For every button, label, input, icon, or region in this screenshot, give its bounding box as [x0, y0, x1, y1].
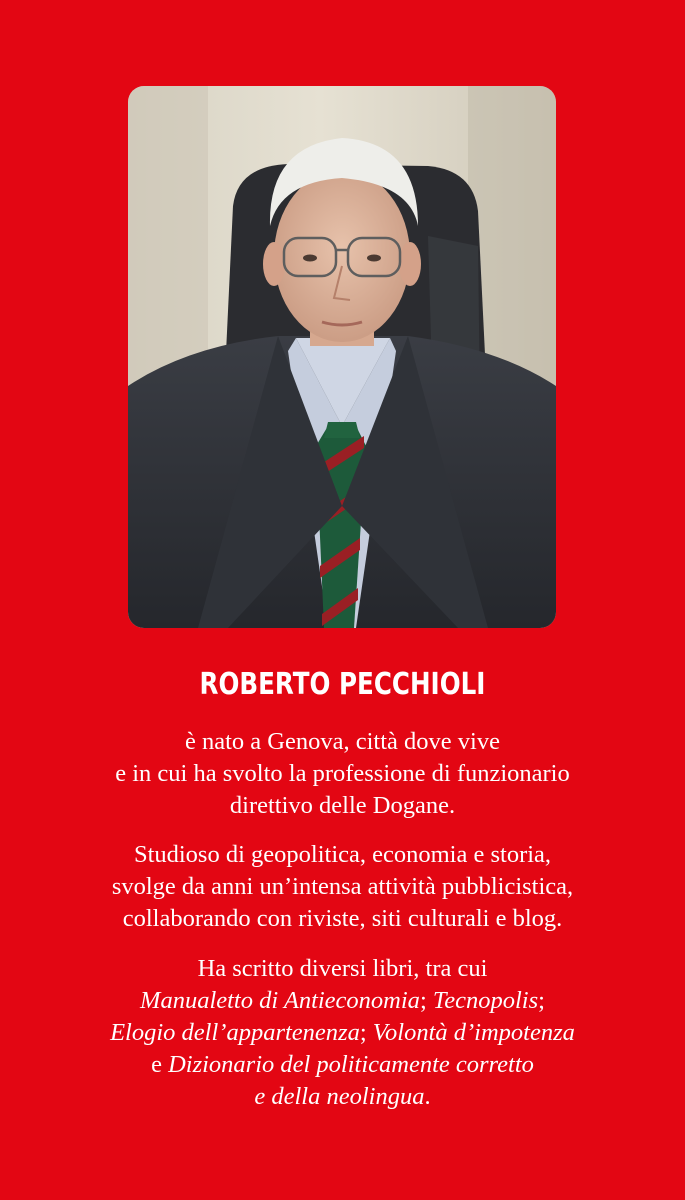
book-title: Volontà d’impotenza [372, 1019, 575, 1046]
bio-line: svolge da anni un’intensa attività pubblicistica, [111, 873, 574, 900]
bio-line: direttivo delle Dogane. [229, 792, 456, 819]
book-title: Tecnopolis [432, 987, 539, 1014]
bio-paragraph-activity [0, 839, 685, 935]
bio-line [0, 1017, 685, 1049]
bio-line: è nato a Genova, città dove vive [185, 728, 500, 755]
bio-line [0, 1049, 685, 1081]
period: . [424, 1083, 431, 1110]
bio-line [0, 985, 685, 1017]
book-title: Manualetto di Antieconomia [140, 987, 420, 1014]
book-title: e della neolingua [254, 1083, 425, 1110]
book-title: Dizionario del politicamente corretto [168, 1051, 534, 1078]
author-portrait-image [128, 86, 556, 628]
bio-line [0, 1081, 685, 1113]
separator: ; [359, 1019, 373, 1046]
bio-line: Ha scritto diversi libri, tra cui [197, 955, 488, 982]
conjunction: e [151, 1051, 169, 1078]
author-photo [128, 86, 556, 628]
bio-line: e in cui ha svolto la professione di funzionario [115, 760, 570, 787]
author-name: ROBERTO PECCHIOLI [199, 667, 486, 702]
separator: ; [538, 987, 545, 1014]
bio-line: collaborando con riviste, siti culturali e blog. [122, 905, 563, 932]
separator: ; [419, 987, 433, 1014]
bio-paragraph-birth [0, 726, 685, 822]
book-title: Elogio dell’appartenenza [110, 1019, 360, 1046]
bio-line: Studioso di geopolitica, economia e storia, [133, 841, 552, 868]
bio-paragraph-books [0, 953, 685, 1113]
